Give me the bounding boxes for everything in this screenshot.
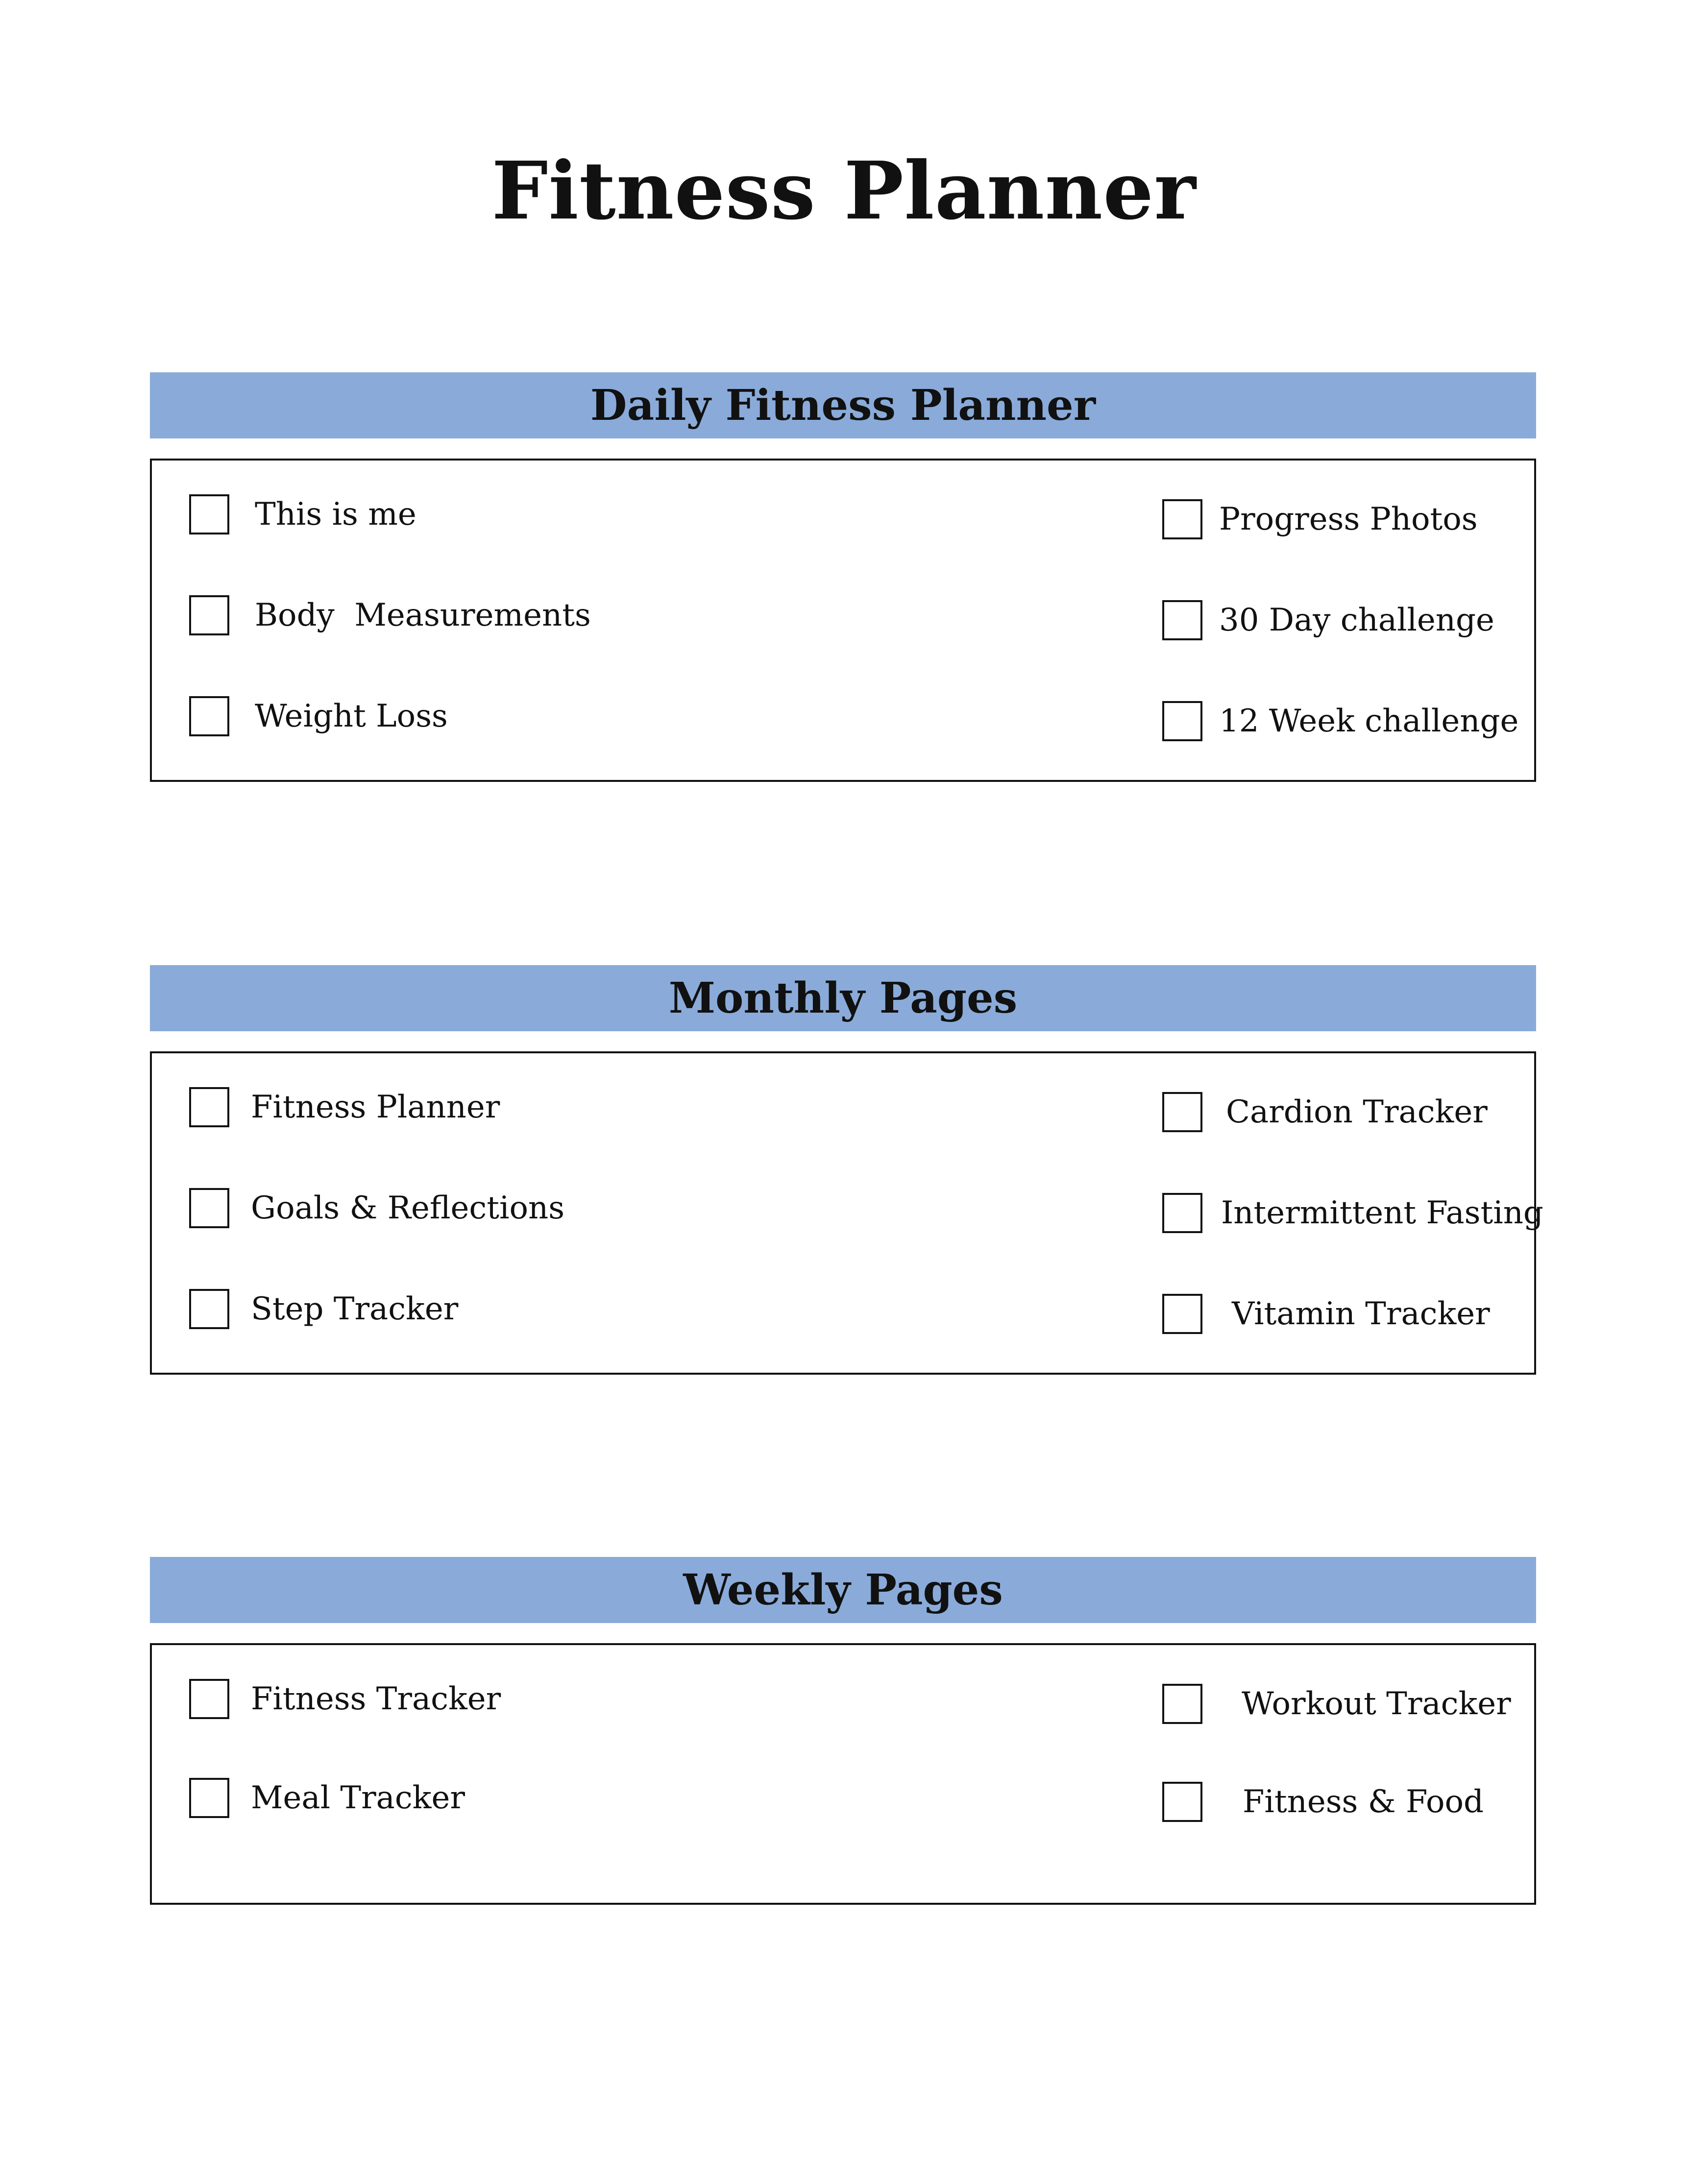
checklist-item-progress-photos[interactable]: [1162, 499, 1478, 540]
checkbox[interactable]: [189, 1778, 229, 1818]
checkbox[interactable]: [1162, 1782, 1202, 1822]
checkbox[interactable]: [1162, 499, 1202, 539]
item-label: Progress Photos: [1219, 501, 1478, 537]
checklist-item-cardion-tracker[interactable]: [1162, 1092, 1488, 1133]
checkbox[interactable]: [1162, 1294, 1202, 1334]
item-label: Workout Tracker: [1242, 1686, 1511, 1722]
section-header: Weekly Pages: [150, 1557, 1536, 1623]
section-daily-fitness-planner: [150, 372, 1536, 782]
checkbox[interactable]: [189, 1289, 229, 1329]
item-label: Step Tracker: [251, 1291, 459, 1327]
checklist-item-weight-loss[interactable]: [189, 696, 448, 737]
checkbox[interactable]: [1162, 600, 1202, 640]
section-header: Daily Fitness Planner: [150, 372, 1536, 438]
item-label: Fitness Planner: [251, 1089, 500, 1125]
checkbox[interactable]: [1162, 1092, 1202, 1132]
section-monthly-pages: [150, 965, 1543, 1375]
checkbox[interactable]: [189, 595, 229, 635]
checklist-item-30-day-challenge[interactable]: [1162, 600, 1494, 641]
checklist-item-step-tracker[interactable]: [189, 1288, 458, 1330]
checklist-item-workout-tracker[interactable]: [1162, 1683, 1511, 1724]
checkbox[interactable]: [189, 1679, 229, 1719]
item-label: Goals & Reflections: [251, 1190, 565, 1226]
checklist-box: [150, 459, 1536, 782]
checklist-item-fitness-tracker[interactable]: [189, 1678, 501, 1720]
checklist-item-fitness-planner[interactable]: [189, 1087, 500, 1128]
page-title: Fitness Planner: [491, 145, 1197, 238]
checkbox[interactable]: [189, 696, 229, 736]
checklist-item-12-week-challenge[interactable]: [1162, 701, 1518, 742]
item-label: 12 Week challenge: [1219, 703, 1519, 739]
checklist-item-body-measurements[interactable]: [189, 595, 591, 636]
checkbox[interactable]: [1162, 701, 1202, 741]
item-label: Meal Tracker: [251, 1780, 465, 1816]
item-label: 30 Day challenge: [1219, 602, 1494, 638]
item-label: Weight Loss: [255, 698, 448, 734]
checkbox[interactable]: [1162, 1193, 1202, 1233]
item-label: This is me: [255, 496, 416, 533]
checkbox[interactable]: [189, 1188, 229, 1228]
checklist-box: [150, 1643, 1536, 1905]
checkbox[interactable]: [1162, 1684, 1202, 1724]
item-label: Body Measurements: [255, 597, 591, 633]
item-label: Intermittent Fasting: [1221, 1195, 1543, 1231]
item-label: Cardion Tracker: [1226, 1094, 1488, 1130]
checklist-item-this-is-me[interactable]: [189, 494, 416, 535]
item-label: Fitness Tracker: [251, 1681, 501, 1717]
item-label: Vitamin Tracker: [1232, 1296, 1490, 1332]
section-header: Monthly Pages: [150, 965, 1536, 1031]
checklist-box: [150, 1051, 1543, 1375]
checklist-item-intermittent-fasting[interactable]: [1162, 1192, 1543, 1234]
checkbox[interactable]: [189, 1087, 229, 1127]
checklist-item-fitness-food[interactable]: [1162, 1781, 1484, 1822]
item-label: Fitness & Food: [1243, 1784, 1484, 1820]
section-weekly-pages: [150, 1557, 1536, 1905]
checklist-item-meal-tracker[interactable]: [189, 1777, 465, 1819]
checklist-item-goals-reflections[interactable]: [189, 1188, 564, 1229]
checklist-item-vitamin-tracker[interactable]: [1162, 1293, 1490, 1335]
checkbox[interactable]: [189, 494, 229, 534]
